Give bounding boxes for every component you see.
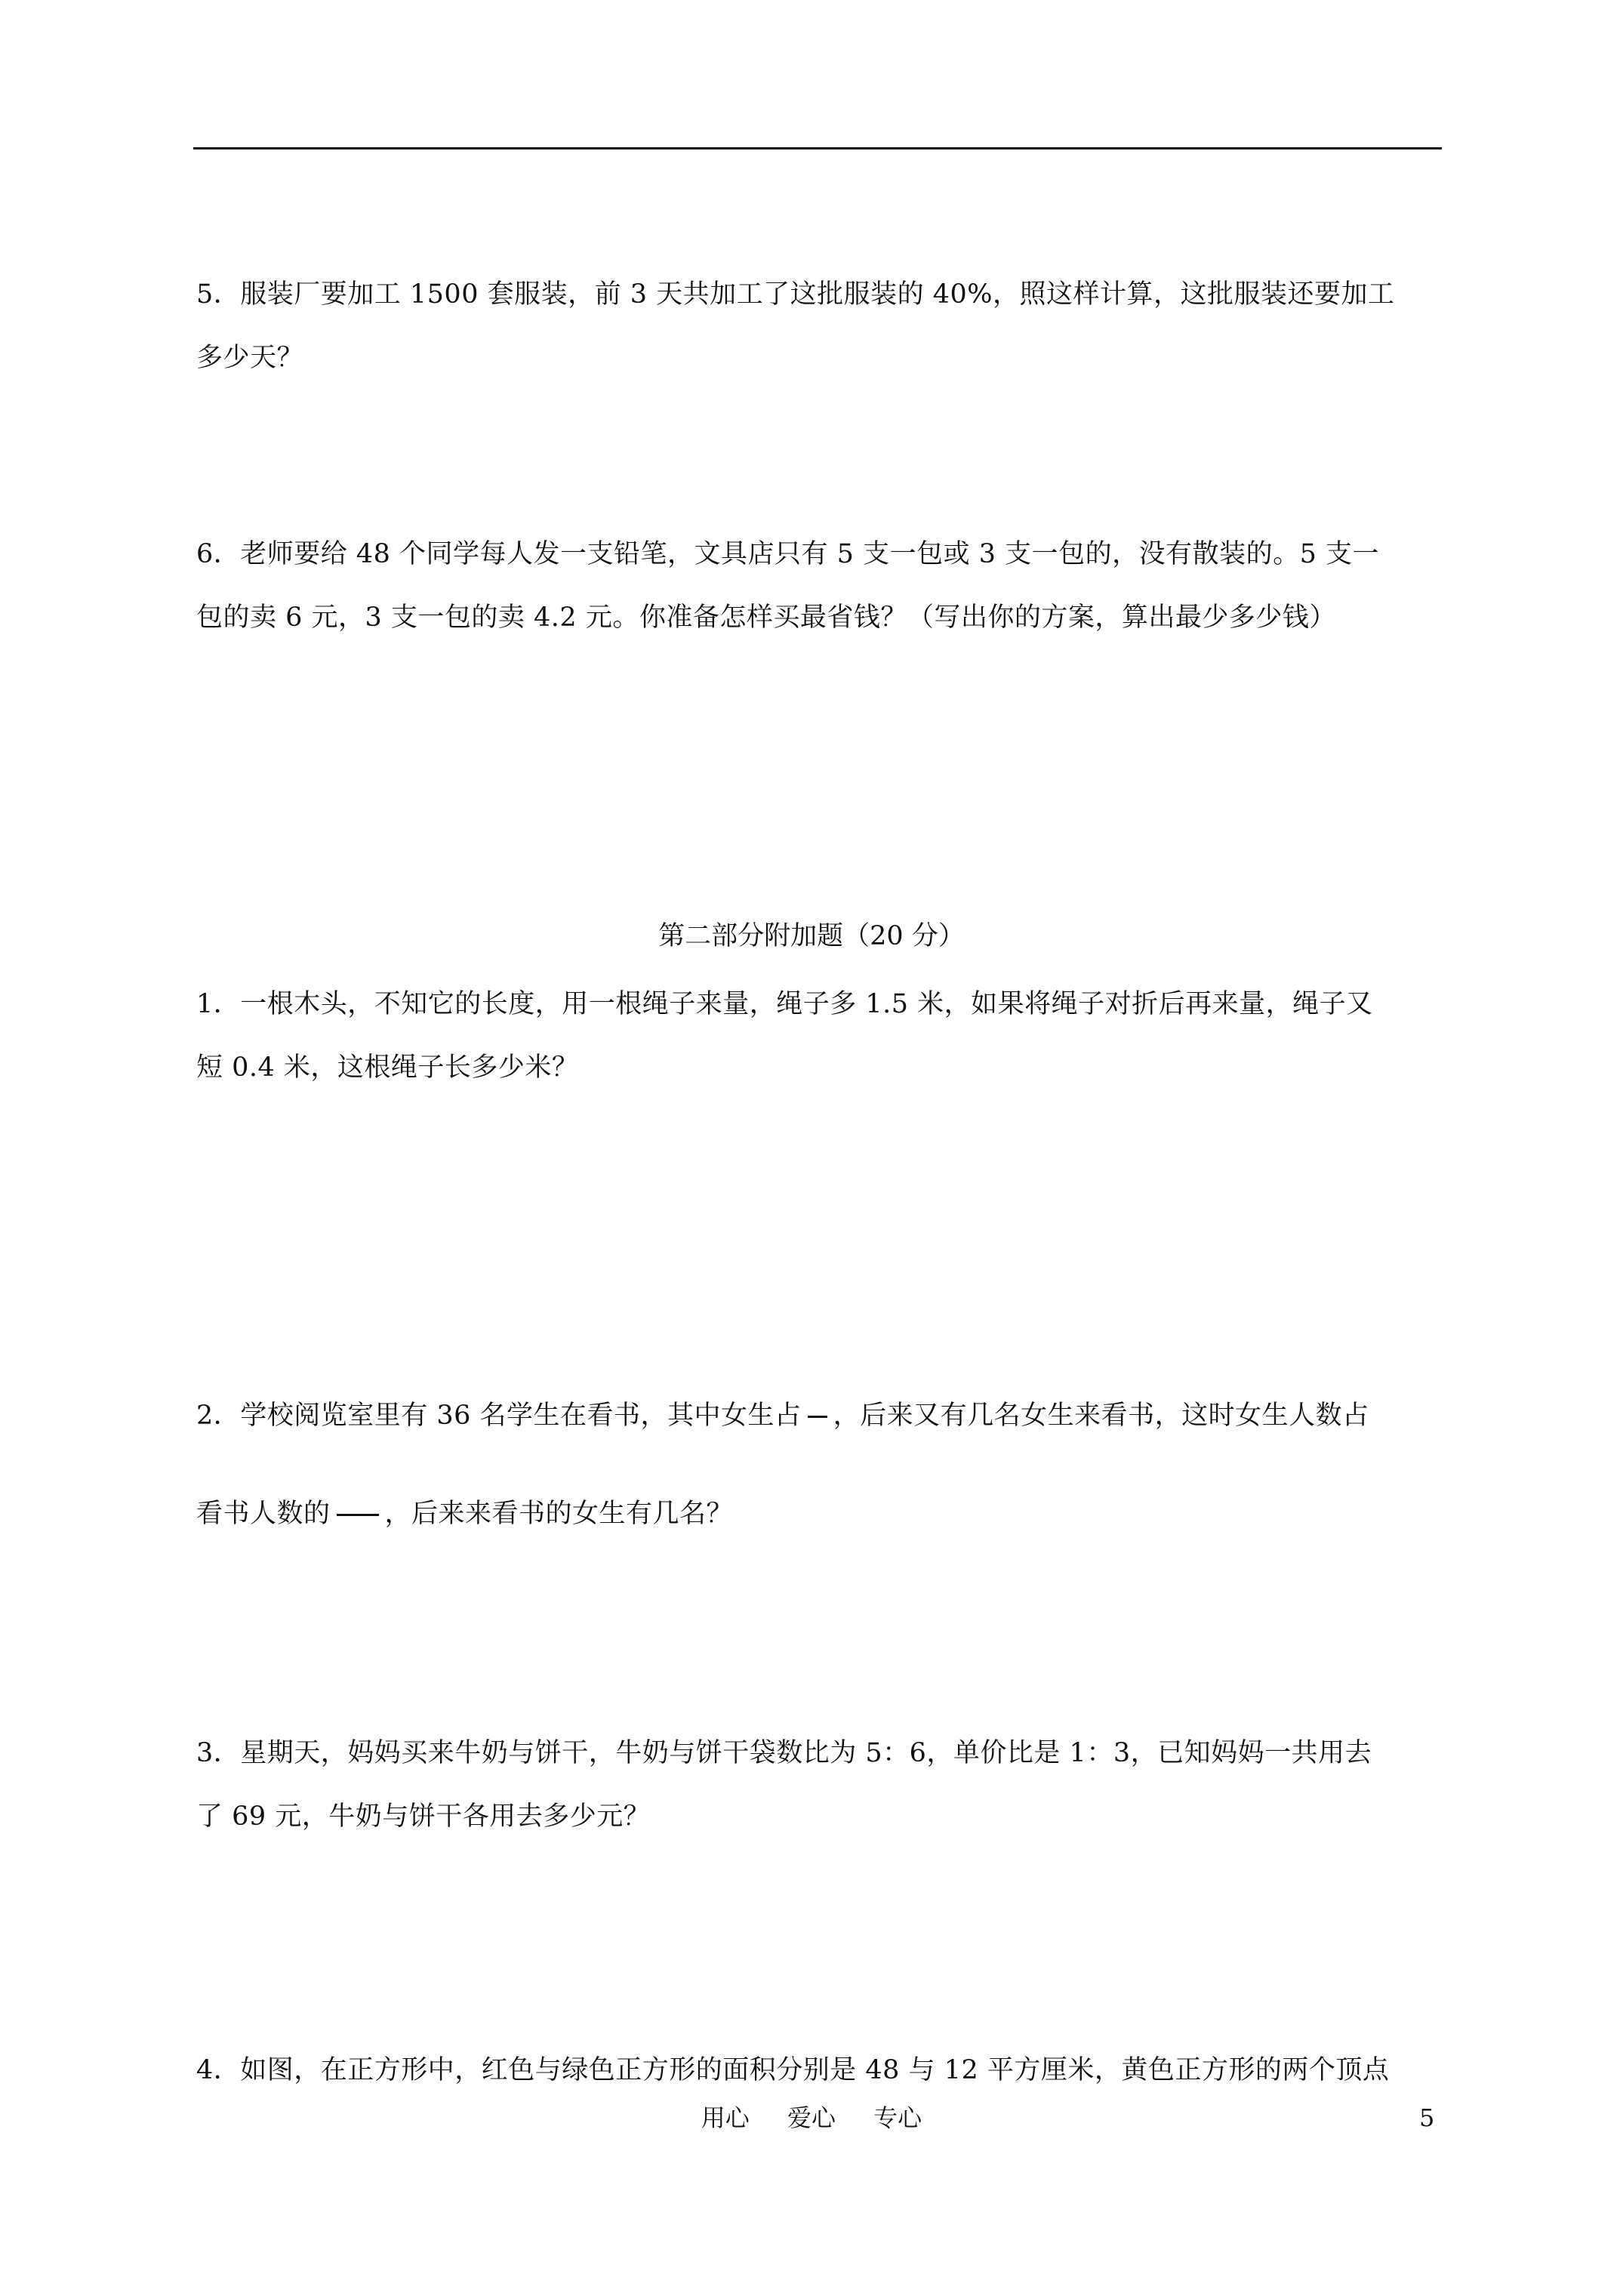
- extra-question-1-line-1: 1．一根木头，不知它的长度，用一根绳子来量，绳子多 1.5 米，如果将绳子对折后再来量，绳子又: [196, 989, 1373, 1019]
- extra-question-3-line-2: 了 69 元，牛奶与饼干各用去多少元？: [196, 1801, 651, 1832]
- question-5-line-2: 多少天？: [196, 343, 304, 373]
- page-number: 5: [1419, 2103, 1435, 2132]
- question-5-line-1: 5．服装厂要加工 1500 套服装，前 3 天共加工了这批服装的 40%，照这样计算，这批服装还要加工: [196, 279, 1395, 310]
- extra-question-1-line-2: 短 0.4 米，这根绳子长多少米？: [196, 1052, 579, 1083]
- extra-question-2-text-2b: ，后来来看书的女生有几名？: [384, 1499, 734, 1529]
- footer-word-1: 用心: [701, 2103, 750, 2132]
- question-5: [196, 263, 1442, 390]
- footer-word-2: 爱心: [787, 2103, 836, 2132]
- extra-question-2-text-1a: 2．学校阅览室里有 36 名学生在看书，其中女生占: [196, 1401, 802, 1431]
- extra-question-2-text-2a: 看书人数的: [196, 1499, 331, 1529]
- extra-question-2-line-2: [196, 1465, 1442, 1563]
- extra-question-2-line-1: [196, 1367, 1442, 1465]
- extra-question-4: [196, 2039, 1442, 2102]
- footer-motto: [0, 2099, 1623, 2137]
- extra-question-3: [196, 1721, 1442, 1848]
- question-6: [196, 522, 1442, 649]
- question-6-line-2: 包的卖 6 元，3 支一包的卖 4.2 元。你准备怎样买最省钱？（写出你的方案，算出最少多少钱）: [196, 603, 1336, 633]
- extra-question-2: [196, 1367, 1442, 1563]
- question-6-line-1: 6．老师要给 48 个同学每人发一支铅笔，文具店只有 5 支一包或 3 支一包的，没有散装的。5 支一: [196, 539, 1379, 569]
- header-rule: [193, 147, 1442, 149]
- fraction-blank: [337, 1514, 379, 1516]
- footer-word-3: 专心: [873, 2103, 922, 2132]
- section-title: 第二部分附加题（20 分）: [658, 921, 965, 951]
- extra-question-3-line-1: 3．星期天，妈妈买来牛奶与饼干，牛奶与饼干袋数比为 5：6，单价比是 1：3，已知妈妈一共用去: [196, 1738, 1372, 1768]
- extra-question-4-line-1: 4．如图，在正方形中，红色与绿色正方形的面积分别是 48 与 12 平方厘米，黄色正方形的两个顶点: [196, 2055, 1390, 2085]
- extra-question-2-text-1b: ，后来又有几名女生来看书，这时女生人数占: [833, 1401, 1369, 1431]
- extra-question-1: [196, 972, 1442, 1099]
- fraction-blank: [808, 1416, 827, 1418]
